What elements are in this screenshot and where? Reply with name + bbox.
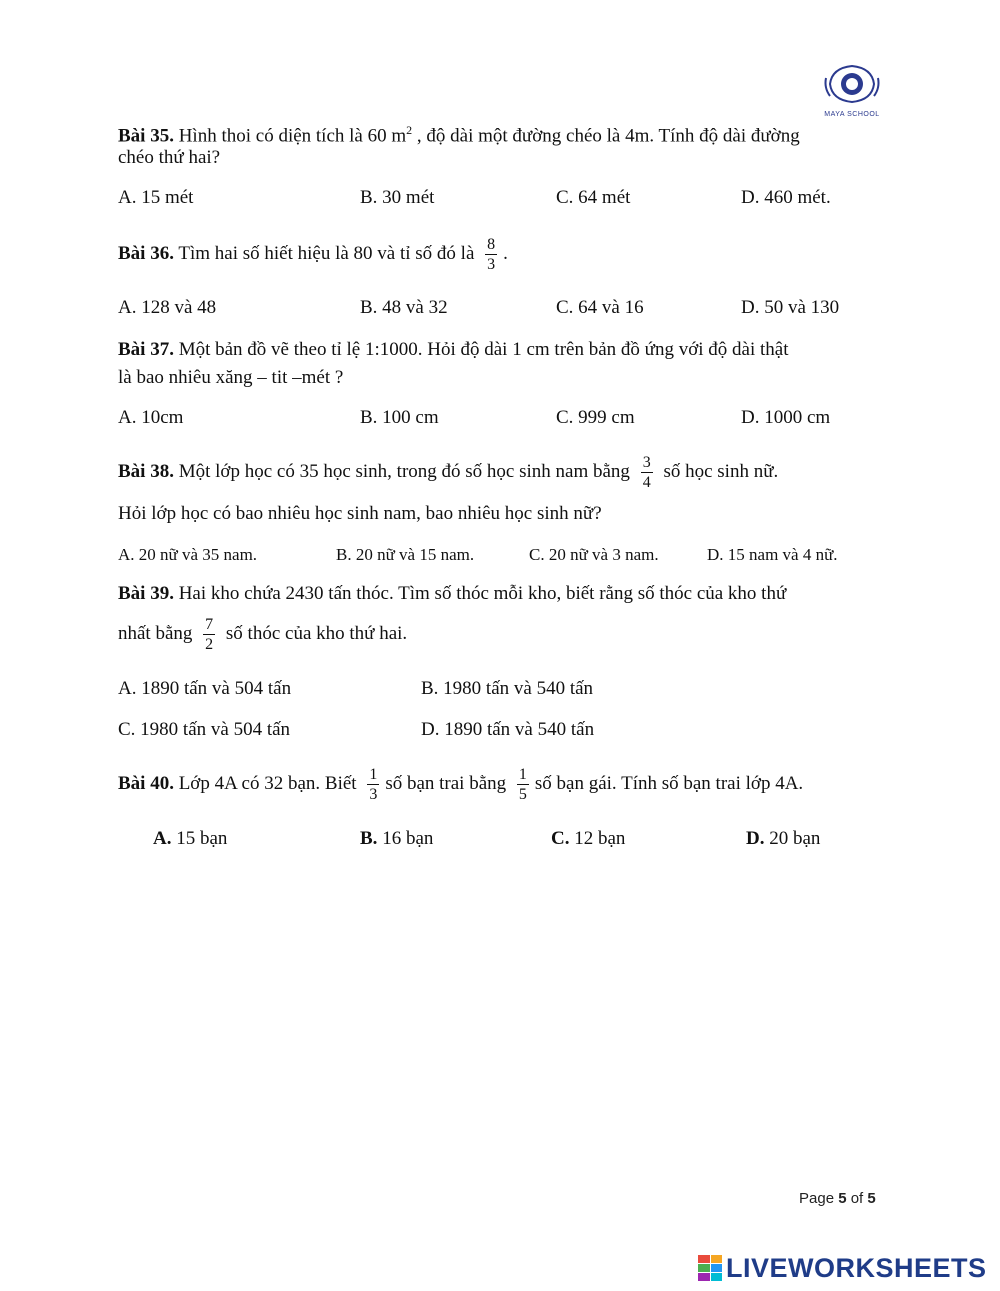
question-label: Bài 35. [118,125,174,147]
question-text: nhất bằng [118,623,193,644]
question-text: Lớp 4A có 32 bạn. Biết [173,773,357,794]
question-35 [118,118,800,148]
question-text: số bạn trai bằng [385,773,507,794]
option-text: 16 bạn [377,828,434,849]
question-40 [118,760,803,808]
fraction-numerator: 7 [205,616,214,634]
question-38-line2: Hỏi lớp học có bao nhiêu học sinh nam, bao nhiêu học sinh nữ? [118,503,602,524]
question-label: Bài 37. [118,339,174,360]
fraction [367,765,379,804]
fraction-numerator: 1 [369,766,378,784]
fraction-numerator: 8 [487,236,496,254]
question-text: , độ dài một đường chéo là 4m. Tính độ dài đường [412,125,800,147]
question-text: Tìm hai số hiết hiệu là 80 và tỉ số đó là [173,243,475,264]
school-crest-icon [822,62,882,106]
question-text: Hai kho chứa 2430 tấn thóc. Tìm số thóc mỗi kho, biết rằng số thóc của kho thứ [173,583,787,604]
question-text: Một lớp học có 35 học sinh, trong đó số học sinh nam bằng [173,461,630,482]
option-b[interactable]: B. 20 nữ và 15 nam. [336,545,475,564]
question-label: Bài 36. [118,243,174,264]
question-text: . [503,243,508,264]
option-b[interactable] [360,827,433,851]
option-a[interactable]: A. 1890 tấn và 504 tấn [118,678,292,699]
option-a[interactable]: A. 15 mét [118,187,194,208]
fraction-denominator: 5 [518,786,527,804]
fraction-numerator: 3 [642,454,651,472]
total-pages: 5 [867,1190,876,1207]
option-c[interactable] [551,827,625,851]
brand-name: LIVEWORKSHEETS [726,1252,987,1283]
question-label: Bài 40. [118,773,174,794]
fraction-denominator: 4 [642,474,651,492]
page-number [799,1190,876,1207]
option-b[interactable]: B. 48 và 32 [360,297,448,318]
question-35-line2: chéo thứ hai? [118,147,221,168]
fraction-denominator: 3 [487,256,496,274]
option-d[interactable]: D. 50 và 130 [741,297,840,318]
fraction [641,453,653,492]
question-39-line2 [118,610,407,658]
option-b[interactable]: B. 1980 tấn và 540 tấn [421,678,594,699]
question-text: số thóc của kho thứ hai. [225,623,408,644]
option-a[interactable] [153,827,227,851]
question-label: Bài 39. [118,583,174,604]
option-c[interactable]: C. 1980 tấn và 504 tấn [118,719,291,740]
question-text: số bạn gái. Tính số bạn trai lớp 4A. [534,773,804,794]
option-d[interactable]: D. 1890 tấn và 540 tấn [421,719,595,740]
option-c[interactable]: C. 64 mét [556,187,631,208]
fraction-denominator: 2 [205,636,214,654]
fraction [485,235,497,274]
option-a[interactable]: A. 10cm [118,407,184,428]
option-text: 15 bạn [171,828,228,849]
question-37-line2: là bao nhiêu xăng – tit –mét ? [118,367,344,388]
option-letter: C. [551,828,570,849]
of-word: of [846,1190,868,1207]
option-c[interactable]: C. 64 và 16 [556,297,644,318]
option-letter: A. [153,828,172,849]
option-text: 12 bạn [569,828,626,849]
question-37 [118,338,788,362]
option-letter: D. [746,828,765,849]
fraction-denominator: 3 [369,786,378,804]
option-b[interactable]: B. 30 mét [360,187,435,208]
option-a[interactable]: A. 128 và 48 [118,297,217,318]
superscript: 2 [406,123,413,137]
fraction [517,765,529,804]
option-d[interactable] [746,827,820,851]
option-a[interactable]: A. 20 nữ và 35 nam. [118,545,258,564]
current-page: 5 [838,1190,847,1207]
option-letter: B. [360,828,378,849]
option-c[interactable]: C. 999 cm [556,407,635,428]
question-38 [118,448,778,496]
school-logo-text: MAYA SCHOOL [824,111,880,118]
option-d[interactable]: D. 1000 cm [741,407,831,428]
fraction [203,615,215,654]
question-39 [118,582,786,606]
page-word: Page [799,1190,839,1207]
option-d[interactable]: D. 15 nam và 4 nữ. [707,545,838,564]
option-d[interactable]: D. 460 mét. [741,187,831,208]
option-c[interactable]: C. 20 nữ và 3 nam. [529,545,659,564]
question-text: số học sinh nữ. [663,461,779,482]
question-label: Bài 38. [118,461,174,482]
question-36 [118,230,508,278]
liveworksheets-logo-icon [698,1255,722,1281]
question-text: Hình thoi có diện tích là 60 m [173,125,407,147]
option-text: 20 bạn [764,828,821,849]
liveworksheets-brand [698,1253,987,1283]
option-b[interactable]: B. 100 cm [360,407,439,428]
question-text: Một bản đồ vẽ theo tỉ lệ 1:1000. Hỏi độ dài 1 cm trên bản đồ ứng với độ dài thật [173,339,789,360]
fraction-numerator: 1 [518,766,527,784]
school-logo [822,62,882,118]
